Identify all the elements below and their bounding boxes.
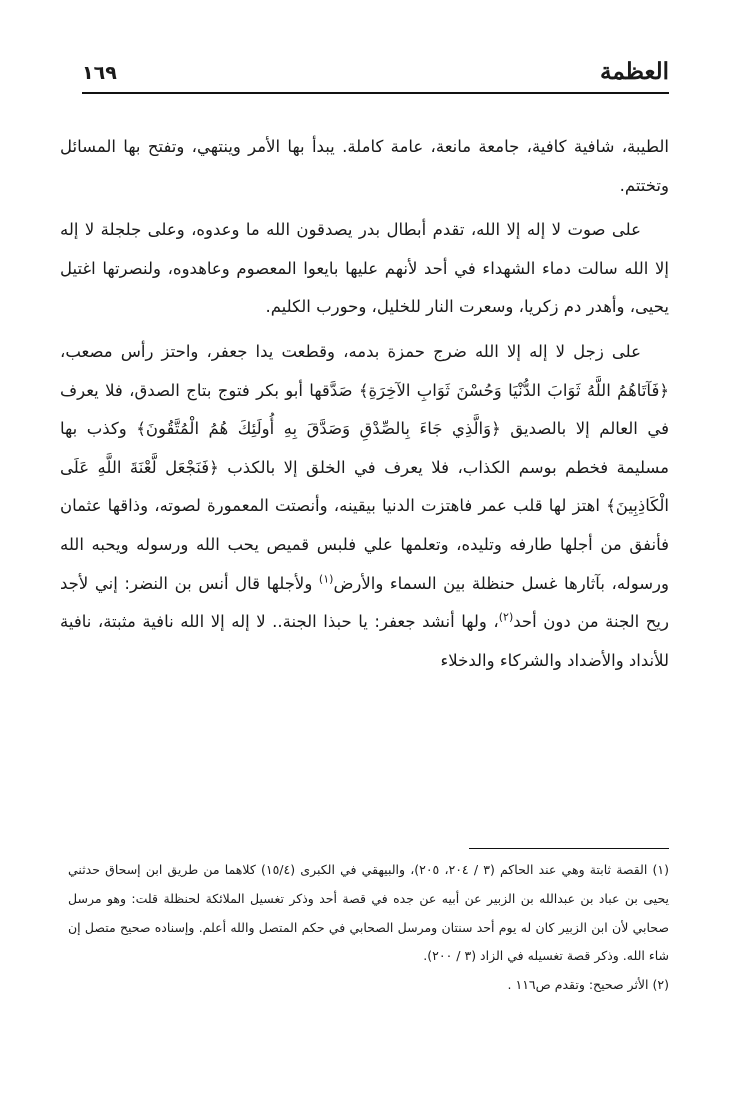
running-title: العظمة <box>600 58 669 85</box>
footnote-divider <box>469 848 669 849</box>
paragraph-jafar-text: ، ولها أنشد جعفر: يا حبذا الجنة.. لا إله إلا الله نافية مثبتة، نافية للأنداد والأضداد والشركاء والدخلاء <box>60 612 669 670</box>
header-divider <box>82 92 669 94</box>
footnote-1: (١) القصة ثابتة وهي عند الحاكم (٣ / ٢٠٤، ٢٠٥)، والبيهقي في الكبرى (١٥/٤) كلاهما من طريق ابن إسحاق حدثني يحيى بن عباد بن عبدالله بن الزبير عن أبيه عن جده في قصة أحد وذكر تغسيل الملائكة لحنظلة قلت: وهو مرسل صحابي لأن ابن الزبير كان له يوم أحد سنتان ومرسل الصحابي في حكم المتصل والله أعلم. وإسناده صحيح متصل إن شاء الله. وذكر قصة تغسيله في الزاد (٣ / ٢٠٠). <box>68 862 669 964</box>
page-number: ١٦٩ <box>82 62 117 84</box>
paragraph-hamza-text: على زجل لا إله إلا الله ضرج حمزة بدمه، وقطعت يدا جعفر، واحتز رأس مصعب، ﴿فَآتَاهُمُ اللَّهُ ثَوَابَ الدُّنْيَا وَحُسْنَ ثَوَابِ الآخِرَةِ﴾ صَدَّقها أبو بكر فتوج بتاج الصدق، فلا يعرف في العالم إلا بالصديق ﴿وَالَّذِي جَاءَ بِالصِّدْقِ وَصَدَّقَ بِهِ أُولَئِكَ هُمُ الْمُتَّقُونَ﴾ وكذب بها مسليمة فخطم بوسم الكذاب، فلا يعرف في الخلق إلا بالكذب ﴿فَنَجْعَل لَّعْنَةَ اللَّهِ عَلَى الْكَاذِبِينَ﴾ اهتز لها قلب عمر فاهتزت الدنيا بيقينه، وأنصتت المعمورة لصوته، وذاقها عثمان فأنفق من أجلها طارفه وتليده، وتعلمها علي فلبس قميص يحب الله ورسوله ويحبه الله ورسوله، بآثارها غسل حنظلة بين السماء والأرض <box>60 341 669 593</box>
footnotes <box>68 856 669 1000</box>
paragraph-anas-text: ولأجلها قال أنس بن النضر: إني لأجد ريح الجنة من دون أحد <box>60 573 669 632</box>
footnote-ref-1[interactable]: (١) <box>318 572 334 586</box>
footnote-ref-2[interactable]: (٢) <box>498 610 514 624</box>
page-header <box>82 52 669 92</box>
paragraph-badr: على صوت لا إله إلا الله، تقدم أبطال بدر يصدقون الله ما وعدوه، وعلى جلجلة لا إله إلا الله سالت دماء الشهداء في أحد لأنهم عليها بايعوا المعصوم وعاهدوه، ولنصرتها اغتيل يحيى، وأهدر دم زكريا، وسعرت النار للخليل، وحورب الكليم. <box>60 220 669 317</box>
main-text <box>60 128 669 680</box>
footnote-2: (٢) الأثر صحيح: وتقدم ص١١٦ . <box>507 977 669 993</box>
paragraph-hamza <box>60 333 669 680</box>
paragraph-continuation: الطيبة، شافية كافية، جامعة مانعة، عامة كاملة. يبدأ بها الأمر وينتهي، وتفتح بها المسائل وتختتم. <box>60 137 669 195</box>
